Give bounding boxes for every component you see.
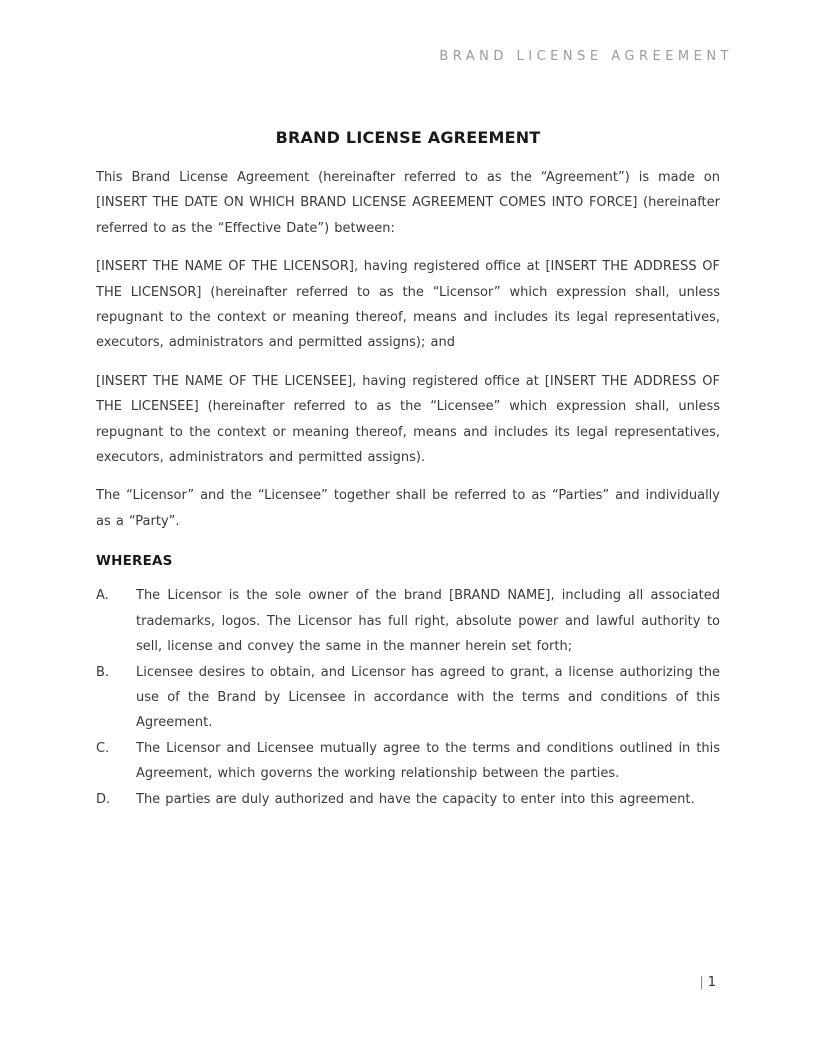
recital-label-c: C. bbox=[96, 740, 110, 756]
intro-paragraph: This Brand License Agreement (hereinafter referred to as the “Agreement”) is made on [INSERT THE DATE ON WHICH BRAND LICENSE AGREEMENT COMES INTO FORCE] (hereinafter referred to as the “Effective Date”) between: bbox=[96, 170, 720, 236]
page-number: 1 bbox=[707, 975, 716, 990]
recitals-list bbox=[96, 583, 720, 812]
parties-paragraph: The “Licensor” and the “Licensee” together shall be referred to as “Parties” and individually as a “Party”. bbox=[96, 488, 720, 529]
footer-separator: | bbox=[699, 975, 704, 990]
recital-label-b: B. bbox=[96, 664, 110, 680]
recital-item-d bbox=[96, 787, 720, 812]
recital-text-c: The Licensor and Licensee mutually agree to the terms and conditions outlined in this Agreement, which governs the working relationship between the parties. bbox=[136, 740, 720, 782]
recital-item-c bbox=[96, 736, 720, 787]
recital-text-a: The Licensor is the sole owner of the brand [BRAND NAME], including all associated trademarks, logos. The Licensor has full right, absolute power and lawful authority to sell, license and convey the same in the manner herein set forth; bbox=[136, 588, 720, 655]
whereas-heading: WHEREAS bbox=[96, 553, 173, 570]
running-header: BRAND LICENSE AGREEMENT bbox=[439, 49, 733, 64]
recital-label-d: D. bbox=[96, 791, 111, 807]
document-title: BRAND LICENSE AGREEMENT bbox=[275, 128, 541, 147]
licensee-paragraph: [INSERT THE NAME OF THE LICENSEE], having registered office at [INSERT THE ADDRESS OF THE LICENSEE] (hereinafter referred to as the “Licensee” which expression shall, unless repugnant to the context or meaning thereof, means and includes its legal representatives, executors, administrators and permitted assigns). bbox=[96, 373, 720, 466]
recital-item-b bbox=[96, 660, 720, 736]
recital-text-b: Licensee desires to obtain, and Licensor has agreed to grant, a license authorizing the use of the Brand by Licensee in accordance with the terms and conditions of this Agreement. bbox=[136, 664, 720, 731]
page-footer bbox=[699, 974, 716, 992]
document-content bbox=[96, 128, 720, 812]
recital-label-a: A. bbox=[96, 588, 109, 604]
recital-text-d: The parties are duly authorized and have the capacity to enter into this agreement. bbox=[136, 791, 695, 807]
licensor-paragraph: [INSERT THE NAME OF THE LICENSOR], having registered office at [INSERT THE ADDRESS OF THE LICENSOR] (hereinafter referred to as the “Licensor” which expression shall, unless repugnant to the context or meaning thereof, means and includes its legal representatives, executors, administrators and permitted assigns); and bbox=[96, 259, 720, 351]
recital-item-a bbox=[96, 583, 720, 659]
